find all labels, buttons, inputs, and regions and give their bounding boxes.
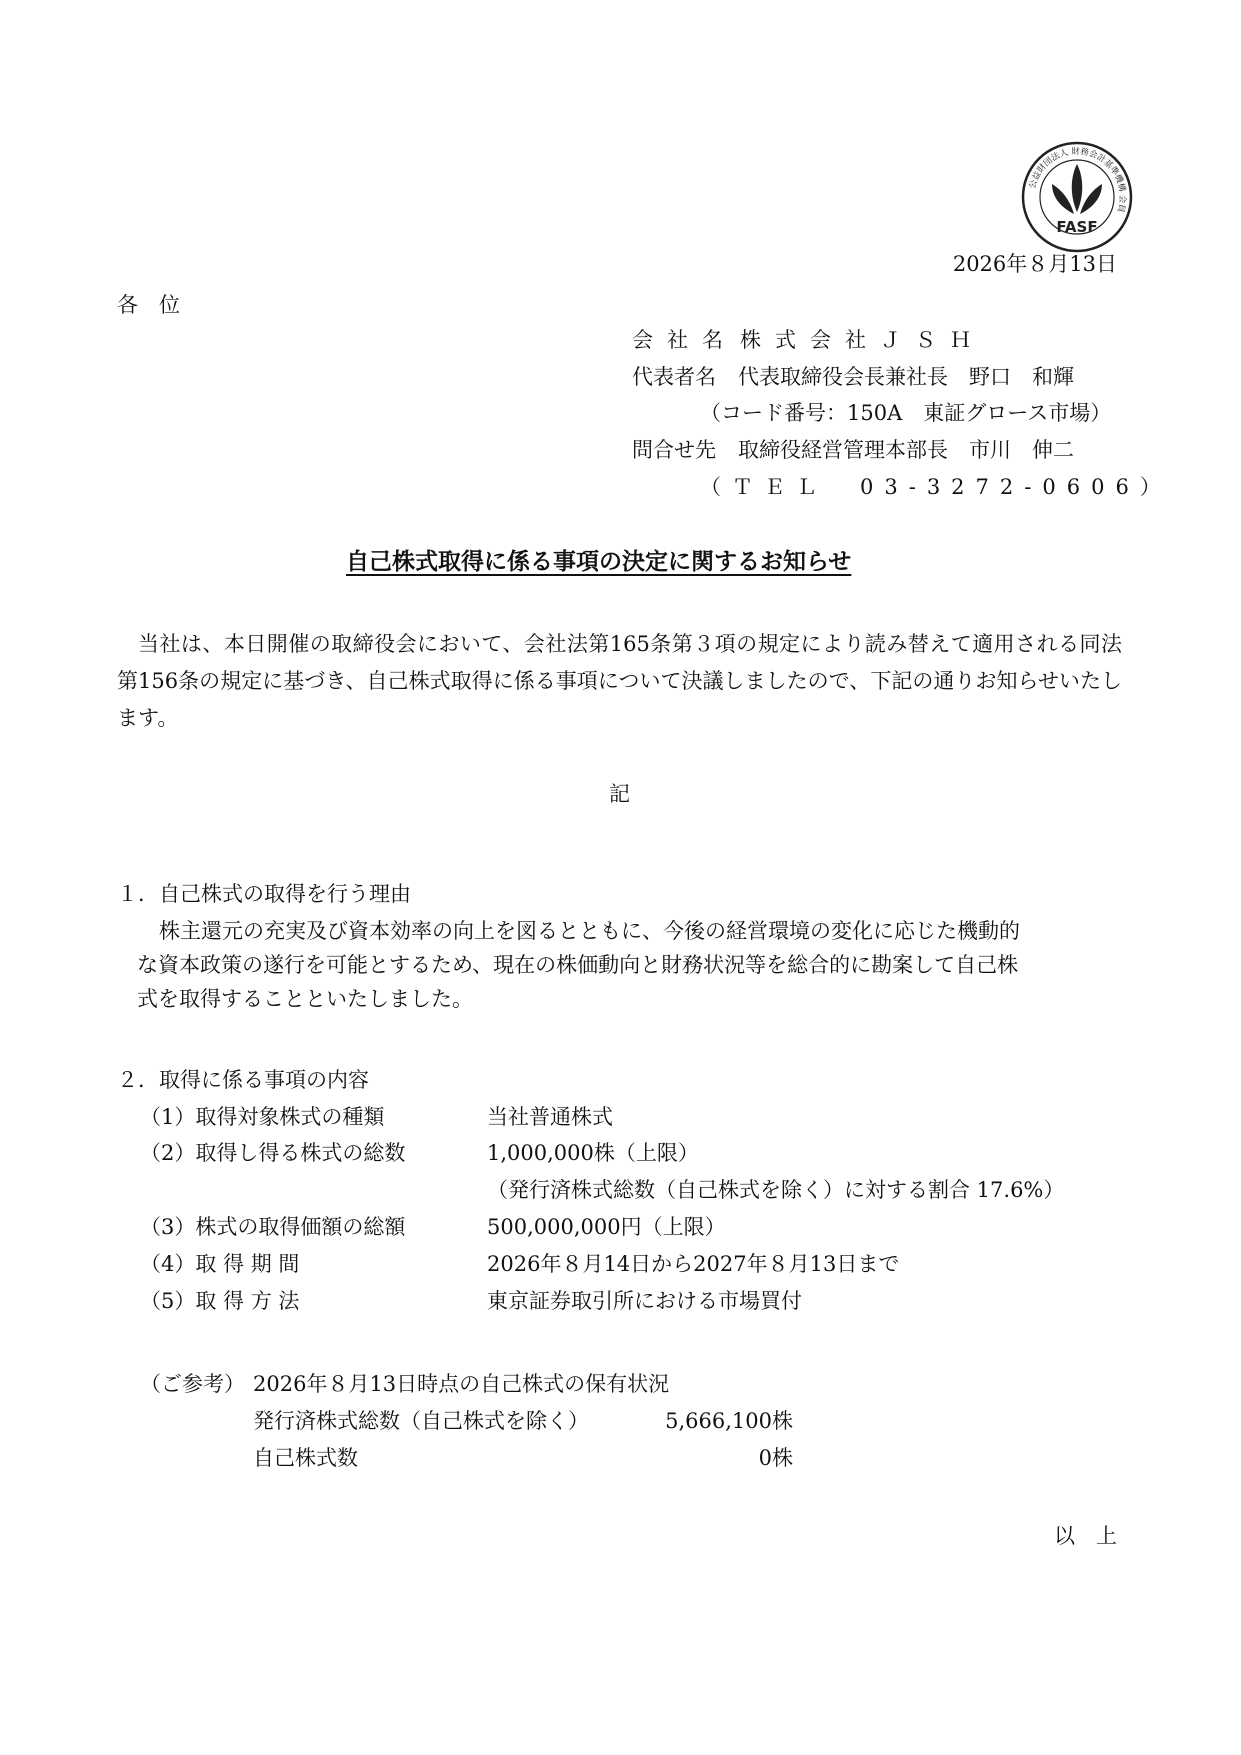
section1-body (137, 914, 1109, 1016)
section1-heading: １．自己株式の取得を行う理由 (117, 882, 411, 906)
item-value: 1,000,000株（上限） (487, 1141, 699, 1165)
fasf-logo (1020, 140, 1134, 254)
closing-mark: 以 上 (1054, 1524, 1117, 1548)
item-value: 当社普通株式 (487, 1105, 613, 1129)
logo-ring-text: 公益財団法人 財務会計基準機構 会員 (1027, 146, 1128, 214)
section1-line-2: な資本政策の遂行を可能とするため、現在の株価動向と財務状況等を総合的に勘案して自己株 (137, 953, 1019, 977)
ki-mark: 記 (609, 782, 630, 806)
sender-company-name: 株式会社ＪＳＨ (740, 328, 985, 352)
reference-heading: 2026年８月13日時点の自己株式の保有状況 (253, 1372, 670, 1396)
sender-tel: （ＴＥＬ 03-3272-0606） (700, 475, 1172, 499)
sender-rep-label: 代表者名 (632, 365, 716, 389)
item-label: （4）取 得 期 間 (140, 1252, 300, 1276)
item-label: （2）取得し得る株式の総数 (140, 1141, 406, 1165)
sender-rep-value: 代表取締役会長兼社長 野口 和輝 (738, 365, 1074, 389)
section2-heading: ２．取得に係る事項の内容 (117, 1068, 369, 1092)
item-value: （発行済株式総数（自己株式を除く）に対する割合 17.6%） (487, 1178, 1065, 1202)
leaf-left-icon (1052, 184, 1074, 214)
leaf-center-icon (1072, 164, 1083, 212)
item-value: 2026年８月14日から2027年８月13日まで (487, 1252, 900, 1276)
item-label: （3）株式の取得価額の総額 (140, 1215, 406, 1239)
addressee: 各 位 (117, 293, 180, 317)
item-value: 500,000,000円（上限） (487, 1215, 726, 1239)
sender-code: （コード番号：150A 東証グロース市場） (700, 401, 1112, 425)
item-label: （5）取 得 方 法 (140, 1289, 300, 1313)
item-label: （1）取得対象株式の種類 (140, 1105, 385, 1129)
section1-line-1: 株主還元の充実及び資本効率の向上を図るとともに、今後の経営環境の変化に応じた機動的 (159, 919, 1020, 943)
logo-label: FASF (1056, 218, 1098, 236)
section1-line-3: 式を取得することといたしました。 (137, 987, 473, 1011)
sender-company-label: 会社名 (632, 328, 737, 352)
reference-label: （ご参考） (140, 1372, 245, 1396)
reference-row-value: 5,666,100株 (665, 1409, 793, 1433)
sender-contact-value: 取締役経営管理本部長 市川 伸二 (738, 438, 1074, 462)
document-title: 自己株式取得に係る事項の決定に関するお知らせ (346, 548, 852, 575)
sender-contact-label: 問合せ先 (632, 438, 716, 462)
reference-row-value: 0株 (758, 1446, 793, 1470)
reference-row-label: 発行済株式総数（自己株式を除く） (253, 1409, 589, 1433)
intro-paragraph: 当社は、本日開催の取締役会において、会社法第165条第３項の規定により読み替えて適用される同法第156条の規定に基づき、自己株式取得に係る事項について決議しましたので、下記の通りお知らせいたします。 (117, 632, 1122, 730)
item-value: 東京証券取引所における市場買付 (487, 1289, 802, 1313)
document-date: 2026年８月13日 (952, 252, 1117, 276)
reference-row-label: 自己株式数 (253, 1446, 358, 1470)
leaf-right-icon (1080, 184, 1102, 214)
